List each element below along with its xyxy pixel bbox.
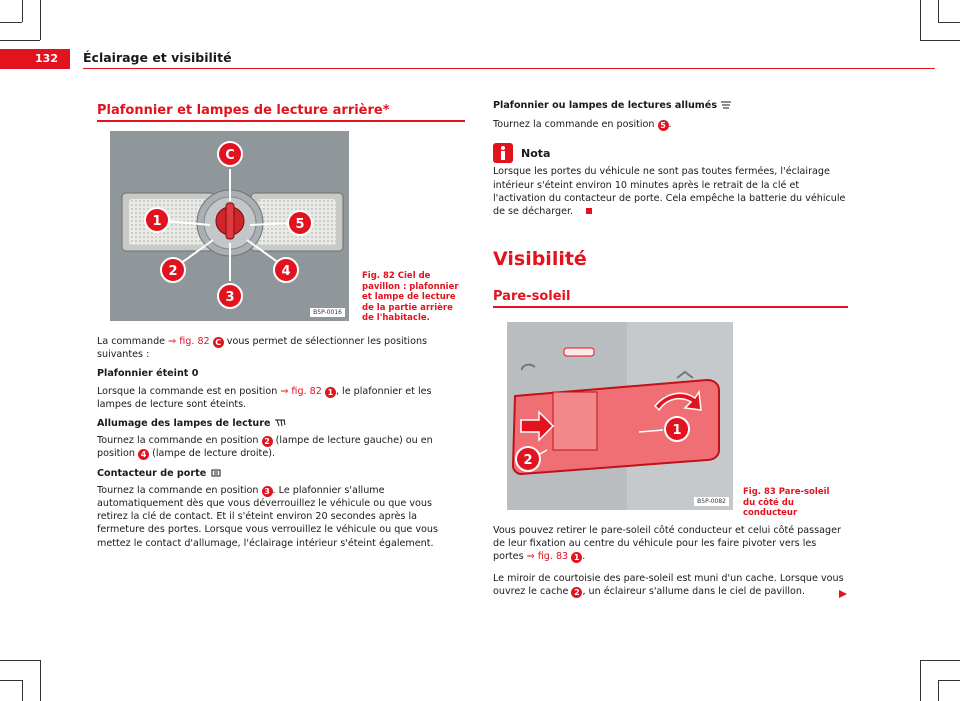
- figure-ceiling-light: [110, 131, 349, 321]
- crop-mark: [938, 680, 939, 701]
- paragraph-off: Lorsque la commande est en position ⇒ fig. 82 1 , le plafonnier et les lampes de lecture sont éteints.: [97, 385, 432, 410]
- paragraph-reading-lamps: Tournez la commande en position 2 (lampe de lecture gauche) ou en position 4 (lampe de lecture droite).: [97, 435, 433, 460]
- chapter-heading: Visibilité: [493, 248, 587, 270]
- crop-mark: [938, 22, 960, 23]
- chapter-title: Éclairage et visibilité: [83, 50, 232, 65]
- callout-sunvisor-1: [665, 417, 689, 441]
- section-rule: [493, 306, 848, 308]
- figure-code: B5P-0016: [310, 308, 345, 317]
- callout-5: [288, 211, 312, 235]
- paragraph-sunvisor-1: Vous pouvez retirer le pare-soleil côté conducteur et celui côté passager de leur fixation au centre du véhicule pour les faire pivoter vers les portes ⇒ fig. 83 1 .: [493, 525, 841, 563]
- crop-mark: [920, 40, 960, 41]
- figure-code: B5P-0082: [694, 497, 729, 506]
- heading-door-contact: Contacteur de porte: [97, 467, 465, 480]
- callout-ref: 2: [571, 587, 582, 598]
- svg-text:1: 1: [152, 214, 162, 229]
- crop-mark: [40, 660, 41, 701]
- ceiling-light-illustration: [110, 131, 349, 321]
- crop-mark: [0, 680, 22, 681]
- crop-mark: [0, 40, 40, 41]
- paragraph-sunvisor-2: Le miroir de courtoisie des pare-soleil est muni d'un cache. Lorsque vous ouvrez le cache 2 , un éclaireur s'allume dans le ciel de pavillon.: [493, 572, 844, 597]
- continue-arrow-icon: [838, 589, 848, 599]
- svg-text:1: 1: [672, 423, 682, 438]
- fig-link[interactable]: ⇒ fig. 83: [526, 551, 569, 563]
- crop-mark: [920, 0, 921, 40]
- callout-ref: 4: [138, 449, 149, 460]
- figure-caption: Fig. 83 Pare-soleil du côté du conducteur: [743, 487, 830, 518]
- callout-C: [218, 142, 242, 166]
- callout-ref: 2: [262, 436, 273, 447]
- paragraph-lights-on: Tournez la commande en position 5 .: [493, 119, 672, 131]
- page-number: 132: [0, 49, 70, 69]
- heading-reading-lamps: Allumage des lampes de lecture: [97, 417, 465, 430]
- svg-text:C: C: [225, 148, 235, 163]
- note-header: [493, 143, 848, 163]
- crop-mark: [938, 0, 939, 22]
- figure-caption: Fig. 82 Ciel de pavillon : plafonnier et lampe de lecture de la partie arrière de l'habitacle.: [362, 271, 459, 323]
- section-rule: [97, 120, 465, 122]
- callout-ref: 5: [658, 120, 669, 131]
- header-rule: [83, 68, 935, 69]
- heading-off: Plafonnier éteint 0: [97, 368, 199, 380]
- callout-1: [145, 208, 169, 232]
- svg-text:3: 3: [225, 290, 235, 305]
- crop-mark: [0, 660, 40, 661]
- svg-text:4: 4: [281, 264, 291, 279]
- note-text: Lorsque les portes du véhicule ne sont pas toutes fermées, l'éclairage intérieur s'éteint environ 10 minutes après le retrait de la clé et l'activation du contacteur de porte. Cela empêche la batterie du véhicule de se décharger.: [493, 166, 846, 218]
- paragraph-door-contact: Tournez la commande en position 3 . Le plafonnier s'allume automatiquement dès que vous déverrouillez le véhicule ou que vous retirez la clé de contact. Et il s'éteint environ 20 secondes après la fermeture des portes. Lorsque vous verrouillez le véhicule ou que vous mettez le contact d'allumage, l'éclairage intérieur s'éteint également.: [97, 484, 439, 549]
- figure-sun-visor: [507, 322, 733, 510]
- fig-link[interactable]: ⇒ fig. 82: [280, 385, 322, 397]
- crop-mark: [0, 22, 22, 23]
- fig-link[interactable]: ⇒ fig. 82: [168, 336, 210, 347]
- section-title: Plafonnier et lampes de lecture arrière*: [97, 103, 390, 118]
- crop-mark: [920, 660, 921, 701]
- crop-mark: [920, 660, 960, 661]
- svg-text:2: 2: [168, 264, 178, 279]
- callout-ref: 1: [325, 387, 336, 398]
- intro-paragraph: La commande ⇒ fig. 82 C vous permet de sélectionner les positions suivantes :: [97, 336, 428, 361]
- sun-visor-illustration: [507, 322, 733, 510]
- reading-lamp-icon: [274, 419, 286, 427]
- end-marker: [586, 208, 592, 214]
- callout-4: [274, 258, 298, 282]
- svg-text:2: 2: [523, 453, 533, 468]
- callout-sunvisor-2: [516, 447, 540, 471]
- crop-mark: [22, 680, 23, 701]
- crop-mark: [938, 680, 960, 681]
- crop-mark: [40, 0, 41, 40]
- callout-ref: 3: [262, 486, 273, 497]
- callout-3: [218, 284, 242, 308]
- svg-text:5: 5: [295, 217, 305, 232]
- crop-mark: [22, 0, 23, 22]
- callout-2: [161, 258, 185, 282]
- note-title: Nota: [521, 146, 551, 160]
- section-title-sunvisor: Pare-soleil: [493, 289, 571, 304]
- interior-light-icon: [720, 101, 732, 109]
- info-icon: [493, 143, 513, 163]
- heading-lights-on: Plafonnier ou lampes de lectures allumés: [493, 99, 848, 112]
- door-contact-icon: [210, 469, 222, 477]
- callout-ref: C: [213, 337, 224, 348]
- callout-ref: 1: [571, 552, 582, 563]
